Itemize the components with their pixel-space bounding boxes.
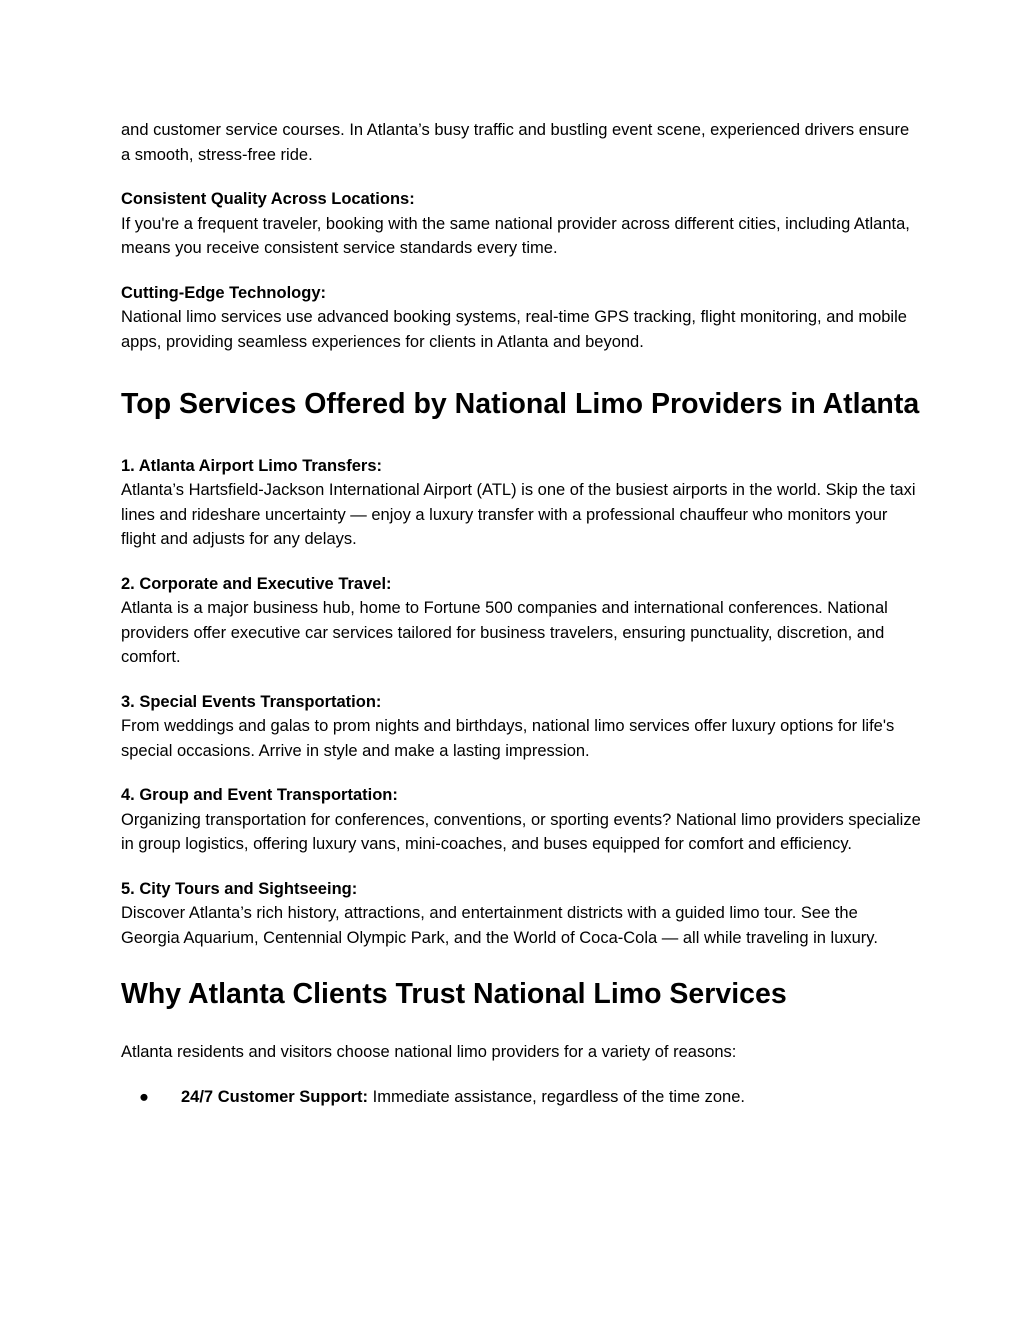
benefit-text: National limo services use advanced booking systems, real-time GPS tracking, flight monitoring, and mobile apps, providing seamless experiences for clients in Atlanta and beyond. [121, 308, 907, 351]
service-item-airport [121, 454, 921, 552]
bullet-text: Immediate assistance, regardless of the time zone. [368, 1088, 745, 1106]
service-text: Atlanta’s Hartsfield-Jackson International Airport (ATL) is one of the busiest airports in the world. Skip the taxi lines and rideshare uncertainty — enjoy a luxury transfer with a professional chauffeur who monitors your flight and adjusts for any delays. [121, 481, 916, 548]
top-services-heading: Top Services Offered by National Limo Providers in Atlanta [121, 388, 920, 420]
service-title: 4. Group and Event Transportation: [121, 786, 398, 804]
intro-paragraph: and customer service courses. In Atlanta’s busy traffic and bustling event scene, experienced drivers ensure a smooth, stress-free ride. [121, 121, 910, 164]
benefit-consistent-quality [121, 187, 921, 261]
list-item [121, 1085, 921, 1110]
bullet-icon: ● [139, 1088, 149, 1106]
service-title: 1. Atlanta Airport Limo Transfers: [121, 456, 382, 475]
service-title: 2. Corporate and Executive Travel: [121, 574, 392, 593]
benefit-title: Consistent Quality Across Locations: [121, 190, 415, 208]
service-text: From weddings and galas to prom nights and birthdays, national limo services offer luxury options for life's special occasions. Arrive in style and make a lasting impression. [121, 717, 895, 760]
benefit-cutting-edge-technology [121, 281, 921, 355]
service-item-special-events [121, 690, 921, 764]
service-text: Discover Atlanta’s rich history, attractions, and entertainment districts with a guided limo tour. See the Georgia Aquarium, Centennial Olympic Park, and the World of Coca-Cola — all while traveling in luxury. [121, 904, 878, 947]
service-text: Organizing transportation for conferences, conventions, or sporting events? National limo providers specialize in group logistics, offering luxury vans, mini-coaches, and buses equipped for comfort and efficiency. [121, 810, 921, 853]
trust-bullet-list [121, 1085, 921, 1110]
service-title: 5. City Tours and Sightseeing: [121, 879, 358, 898]
service-item-city-tours [121, 877, 921, 951]
service-title: 3. Special Events Transportation: [121, 692, 382, 711]
benefit-text: If you're a frequent traveler, booking with the same national provider across different cities, including Atlanta, means you receive consistent service standards every time. [121, 214, 910, 257]
trust-lead-paragraph: Atlanta residents and visitors choose national limo providers for a variety of reasons: [121, 1042, 737, 1061]
service-item-group-events [121, 783, 921, 857]
benefit-title: Cutting-Edge Technology: [121, 283, 327, 302]
document-page [121, 118, 921, 1110]
trust-heading: Why Atlanta Clients Trust National Limo Services [121, 978, 787, 1010]
bullet-label: 24/7 Customer Support: [181, 1088, 369, 1106]
service-text: Atlanta is a major business hub, home to Fortune 500 companies and international conferences. National providers offer executive car services tailored for business travelers, ensuring punctuality, discretion, and comfort. [121, 599, 888, 666]
service-item-corporate [121, 572, 921, 670]
